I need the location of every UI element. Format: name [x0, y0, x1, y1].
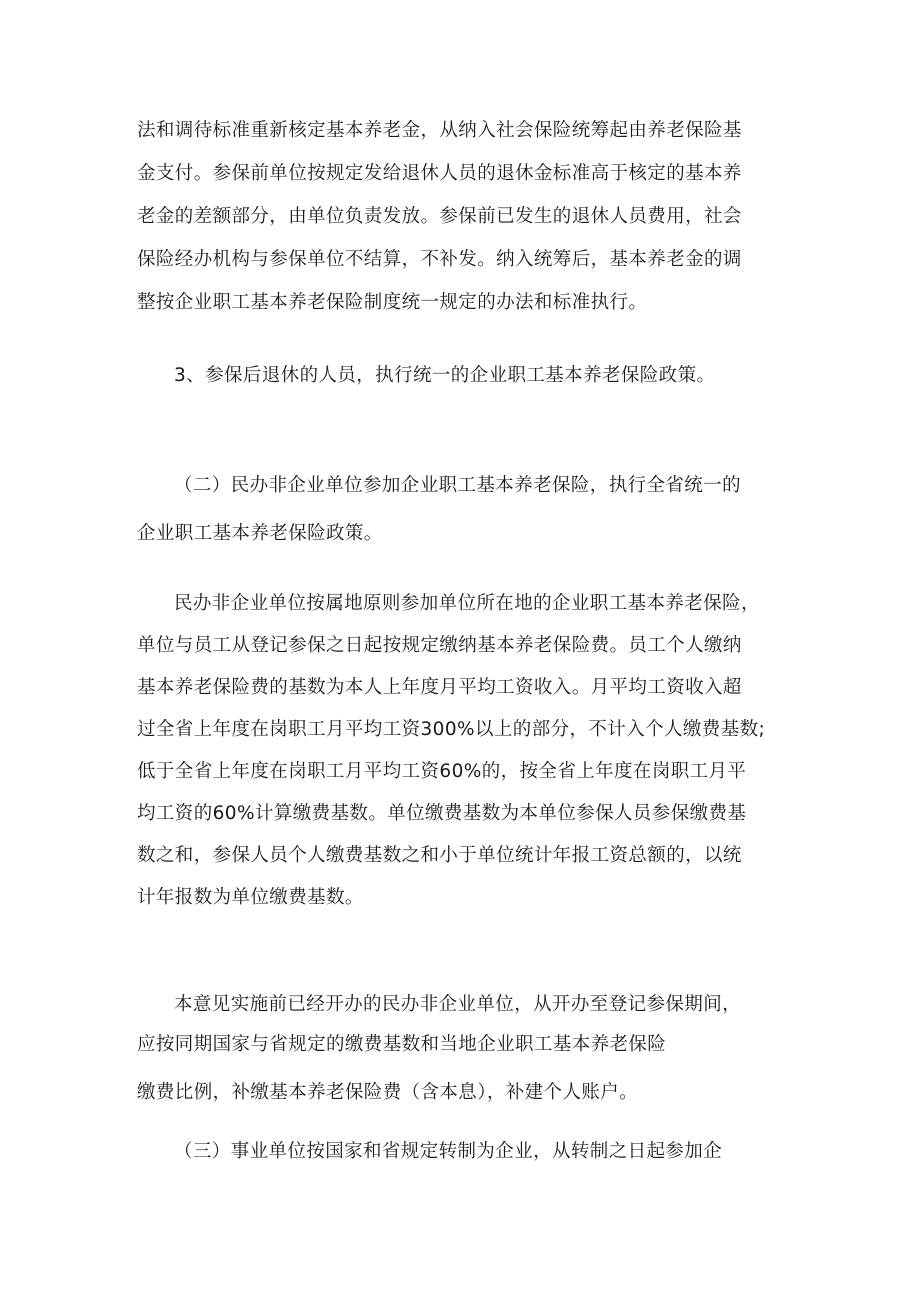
paragraph-pension-recalculation	[137, 109, 792, 324]
text-line: （三）事业单位按国家和省规定转制为企业，从转制之日起参加企	[174, 1141, 723, 1162]
text-line: （二）民办非企业单位参加企业职工基本养老保险，执行全省统一的	[174, 475, 742, 496]
text-line: 基本养老保险费的基数为本人上年度月平均工资收入。月平均工资收入超	[137, 677, 742, 698]
paragraph-item-3	[137, 355, 792, 397]
paragraph-contribution-base	[137, 583, 792, 919]
text-line: 老金的差额部分，由单位负责发放。参保前已发生的退休人员费用，社会	[137, 206, 742, 227]
text-line: 民办非企业单位按属地原则参加单位所在地的企业职工基本养老保险，	[174, 593, 760, 614]
text-line: 数之和，参保人员个人缴费基数之和小于单位统计年报工资总额的，以统	[137, 845, 742, 866]
text-line: 法和调待标准重新核定基本养老金，从纳入社会保险统筹起由养老保险基	[137, 120, 742, 141]
text-line: 企业职工基本养老保险政策。	[137, 523, 383, 544]
text-line: 单位与员工从登记参保之日起按规定缴纳基本养老保险费。员工个人缴纳	[137, 635, 742, 656]
text-line: 均工资的60%计算缴费基数。单位缴费基数为本单位参保人员参保缴费基	[137, 803, 747, 824]
text-line: 缴费比例，补缴基本养老保险费（含本息），补建个人账户。	[137, 1082, 639, 1103]
text-line: 计年报数为单位缴费基数。	[137, 887, 364, 908]
text-line: 过全省上年度在岗职工月平均工资300%以上的部分，不计入个人缴费基数;	[137, 719, 766, 740]
text-line: 金支付。参保前单位按规定发给退休人员的退休金标准高于核定的基本养	[137, 163, 742, 184]
text-line: 本意见实施前已经开办的民办非企业单位，从开办至登记参保期间，	[174, 994, 742, 1015]
text-line: 低于全省上年度在岗职工月平均工资60%的，按全省上年度在岗职工月平	[137, 761, 747, 782]
paragraph-section-2-heading	[137, 462, 792, 558]
paragraph-back-payment	[137, 985, 792, 1113]
text-line: 3、参保后退休的人员，执行统一的企业职工基本养老保险政策。	[174, 365, 716, 386]
text-line: 保险经办机构与参保单位不结算，不补发。纳入统筹后，基本养老金的调	[137, 249, 742, 270]
paragraph-section-3-heading	[137, 1131, 792, 1173]
text-line: 应按同期国家与省规定的缴费基数和当地企业职工基本养老保险	[137, 1034, 667, 1055]
text-line: 整按企业职工基本养老保险制度统一规定的办法和标准执行。	[137, 292, 648, 313]
